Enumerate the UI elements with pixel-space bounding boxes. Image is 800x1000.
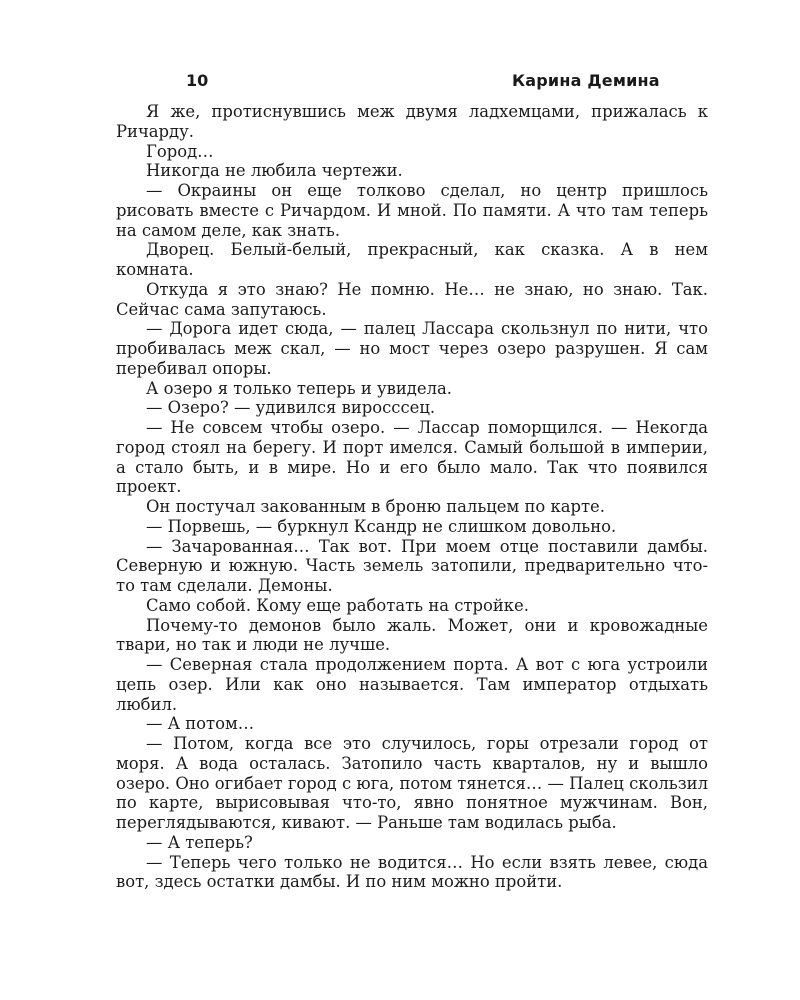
paragraph: Почему-то демонов было жаль. Может, они и кровожадные твари, но так и люди не лучше. — [116, 615, 708, 655]
paragraph: Само собой. Кому еще работать на стройке. — [146, 595, 529, 615]
paragraph: А озеро я только теперь и увидела. — [146, 378, 452, 398]
paragraph: — А потом… — [146, 714, 255, 734]
paragraph: — Потом, когда все это случилось, горы отрезали город от моря. А вода осталась. Затопило часть кварталов, ну и вышло озеро. Оно огибает город с юга, потом тянется… — Палец скользил по карте, вырисовывая что-то, явно понятное мужчинам. Вон, переглядываются, кивают. — Раньше там водилась рыба. — [116, 734, 708, 832]
running-head-author: Карина Демина — [512, 71, 660, 90]
paragraph: Никогда не любила чертежи. — [146, 161, 403, 181]
page-number: 10 — [186, 71, 209, 90]
paragraph: Откуда я это знаю? Не помню. Не… не знаю, но знаю. Так. Сейчас сама запутаюсь. — [116, 279, 708, 319]
paragraph: — Зачарованная… Так вот. При моем отце поставили дамбы. Северную и южную. Часть земель затопили, предварительно что-то там сделали. Демоны. — [116, 536, 708, 595]
paragraph: — Теперь чего только не водится… Но если взять левее, сюда вот, здесь остатки дамбы. И по ним можно пройти. — [116, 852, 708, 892]
paragraph: — Дорога идет сюда, — палец Лассара скользнул по нити, что пробивалась меж скал, — но мост через озеро разрушен. Я сам перебивал опоры. — [116, 319, 708, 378]
paragraph: Город… — [146, 141, 214, 161]
paragraph: — Порвешь, — буркнул Ксандр не слишком довольно. — [146, 516, 617, 536]
paragraph: — Не совсем чтобы озеро. — Лассар поморщился. — Некогда город стоял на берегу. И порт имелся. Самый большой в империи, а стало быть, и в мире. Но и его было мало. Так что появился проект. — [116, 418, 708, 497]
body-text — [116, 102, 708, 892]
paragraph: — Окраины он еще толково сделал, но центр пришлось рисовать вместе с Ричардом. И мной. По памяти. А что там теперь на самом деле, как знать. — [116, 181, 708, 240]
paragraph: Он постучал закованным в броню пальцем по карте. — [146, 497, 605, 516]
paragraph: Дворец. Белый-белый, прекрасный, как сказка. А в нем комната. — [116, 240, 708, 279]
paragraph: — А теперь? — [146, 832, 253, 852]
paragraph: — Озеро? — удивился виросссец. — [146, 398, 436, 418]
page-header — [0, 71, 800, 95]
paragraph: — Северная стала продолжением порта. А вот с юга устроили цепь озер. Или как оно называется. Там император отдыхать любил. — [116, 655, 708, 714]
paragraph: Я же, протиснувшись меж двумя ладхемцами, прижалась к Ричарду. — [116, 102, 708, 141]
